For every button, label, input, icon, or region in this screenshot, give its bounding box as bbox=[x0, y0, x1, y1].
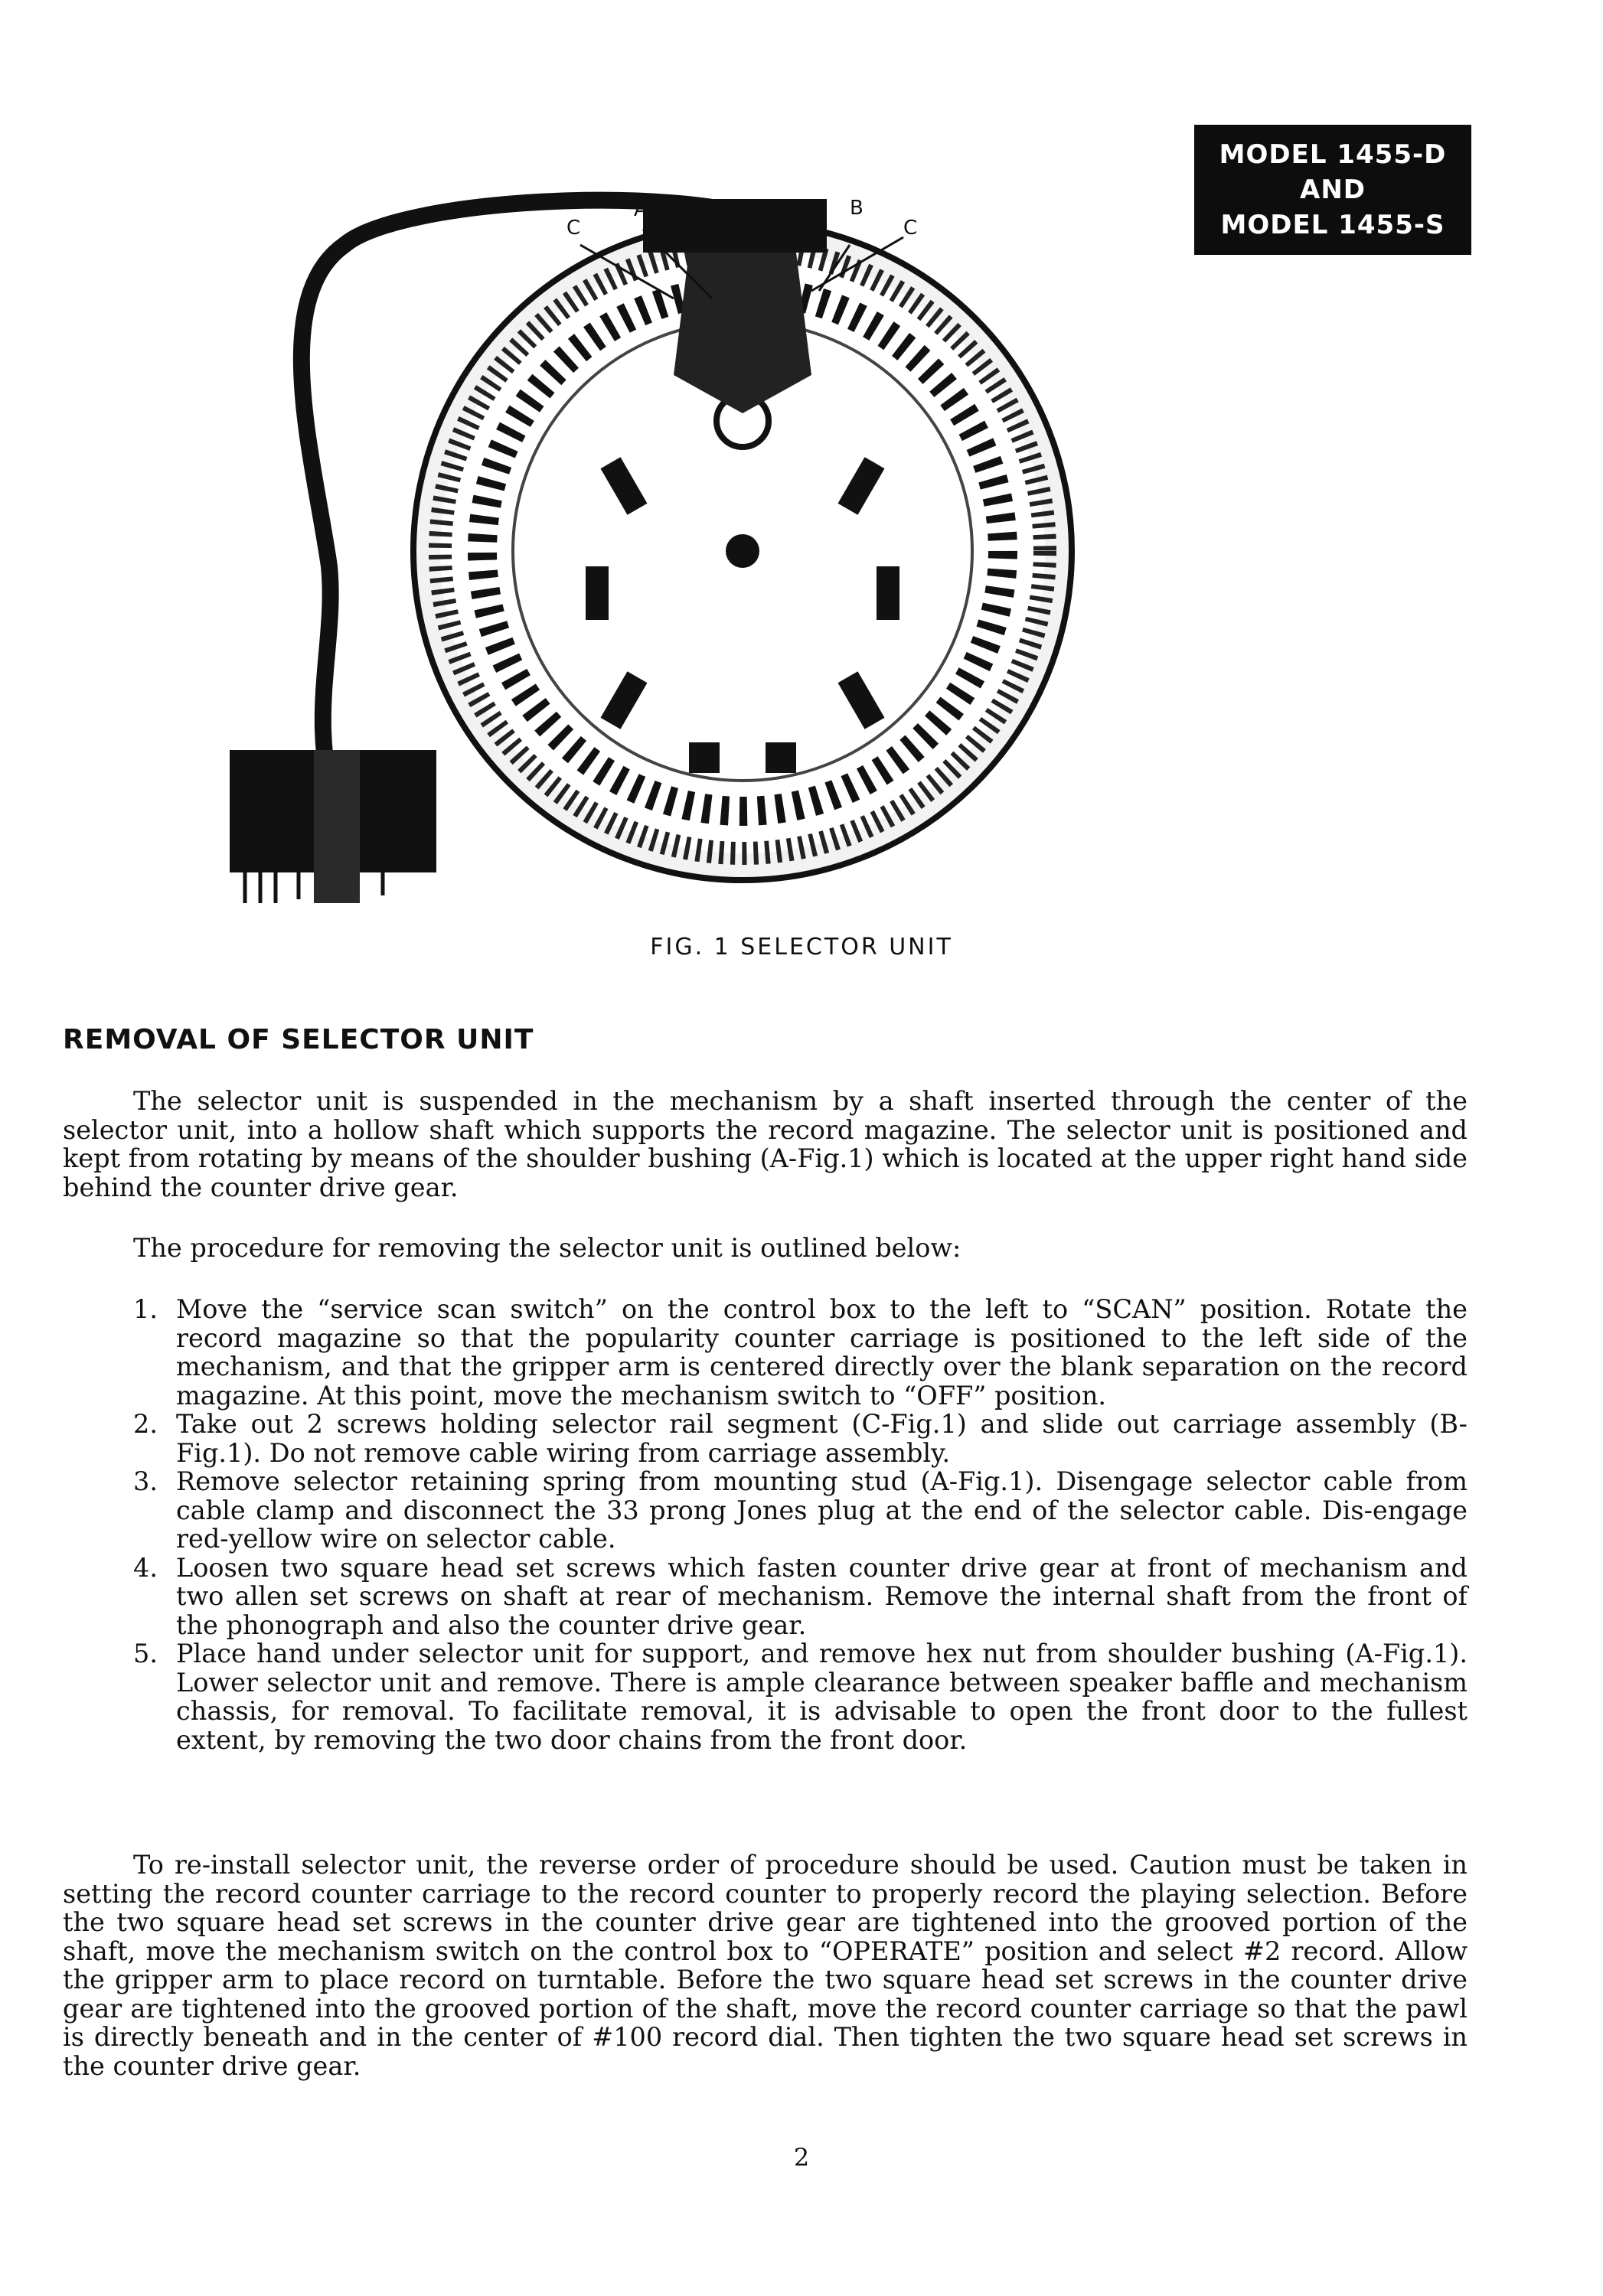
page-number: 2 bbox=[793, 2143, 810, 2172]
step-item bbox=[63, 1295, 1468, 1410]
label-c-right: C bbox=[903, 217, 918, 240]
figure-caption: FIG. 1 SELECTOR UNIT bbox=[650, 934, 953, 960]
reinstall-paragraph bbox=[63, 1851, 1468, 2080]
intro-paragraph bbox=[63, 1087, 1468, 1202]
selector-unit-illustration bbox=[214, 138, 1118, 926]
procedure-steps bbox=[63, 1295, 1468, 1754]
step-number: 3. bbox=[133, 1466, 158, 1496]
step-item bbox=[63, 1639, 1468, 1754]
badge-line-2: AND bbox=[1300, 174, 1366, 205]
step-text: Place hand under selector unit for support, and remove hex nut from shoulder bushing (A-Fig.1). Lower selector unit and remove. There is ample clearance between speaker baffle and mechanism chassis, for removal. To facilitate removal, it is advisable to open the front door to the fullest extent, by removing the two door chains from the front door. bbox=[176, 1639, 1468, 1755]
center-shaft bbox=[726, 534, 759, 568]
step-number: 1. bbox=[133, 1294, 158, 1324]
step-text: Loosen two square head set screws which fasten counter drive gear at front of mechanism and two allen set screws on shaft at rear of mechanism. Remove the internal shaft from the front of the phonograph and also the counter drive gear. bbox=[176, 1552, 1468, 1640]
step-number: 2. bbox=[133, 1409, 158, 1439]
label-b: B bbox=[850, 197, 864, 220]
label-a: A bbox=[634, 198, 648, 221]
procedure-intro bbox=[63, 1234, 1468, 1263]
selector-unit-figure bbox=[214, 138, 1118, 926]
step-text: Remove selector retaining spring from mounting stud (A-Fig.1). Disengage selector cable from cable clamp and disconnect the 33 prong Jones plug at the end of the selector cable. Dis-engage red-yellow wire on selector cable. bbox=[176, 1466, 1468, 1554]
label-c-left: C bbox=[566, 217, 581, 240]
plug-connector bbox=[314, 750, 360, 903]
step-number: 4. bbox=[133, 1552, 158, 1583]
model-badge bbox=[1194, 125, 1471, 255]
intro-text: The selector unit is suspended in the mechanism by a shaft inserted through the center of the selector unit, into a hollow shaft which supports the record magazine. The selector unit is positioned and kept from rotating by means of the shoulder bushing (A-Fig.1) which is located at the upper right hand side behind the counter drive gear. bbox=[63, 1086, 1468, 1202]
badge-line-1: MODEL 1455-D bbox=[1219, 139, 1447, 170]
step-number: 5. bbox=[133, 1639, 158, 1668]
step-item bbox=[63, 1410, 1468, 1467]
step-text: Move the “service scan switch” on the control box to the left to “SCAN” position. Rotate the record magazine so that the popularity counter carriage is positioned to the left side of the mechanism, and that the gripper arm is centered directly over the blank separation on the record magazine. At this point, move the mechanism switch to “OFF” position. bbox=[176, 1294, 1468, 1411]
procedure-intro-text: The procedure for removing the selector unit is outlined below: bbox=[133, 1233, 961, 1263]
badge-line-3: MODEL 1455-S bbox=[1220, 210, 1445, 240]
step-item bbox=[63, 1467, 1468, 1554]
step-item bbox=[63, 1554, 1468, 1640]
carriage-assembly bbox=[643, 199, 827, 253]
reinstall-text: To re-install selector unit, the reverse order of procedure should be used. Caution must be taken in setting the record counter carriage to the record counter to properly record the playing selection. Before the two square head set screws in the counter drive gear are tightened into the grooved portion of the shaft, move the mechanism switch on the control box to “OPERATE” position and select #2 record. Allow the gripper arm to place record on turntable. Before the two square head set screws in the counter drive gear are tightened into the grooved portion of the shaft, move the record counter carriage so that the pawl is directly beneath and in the center of #100 record dial. Then tighten the two square head set screws in the counter drive gear. bbox=[63, 1850, 1468, 2081]
section-heading: REMOVAL OF SELECTOR UNIT bbox=[63, 1024, 534, 1055]
step-text: Take out 2 screws holding selector rail segment (C-Fig.1) and slide out carriage assembly (B-Fig.1). Do not remove cable wiring from carriage assembly. bbox=[176, 1409, 1468, 1468]
